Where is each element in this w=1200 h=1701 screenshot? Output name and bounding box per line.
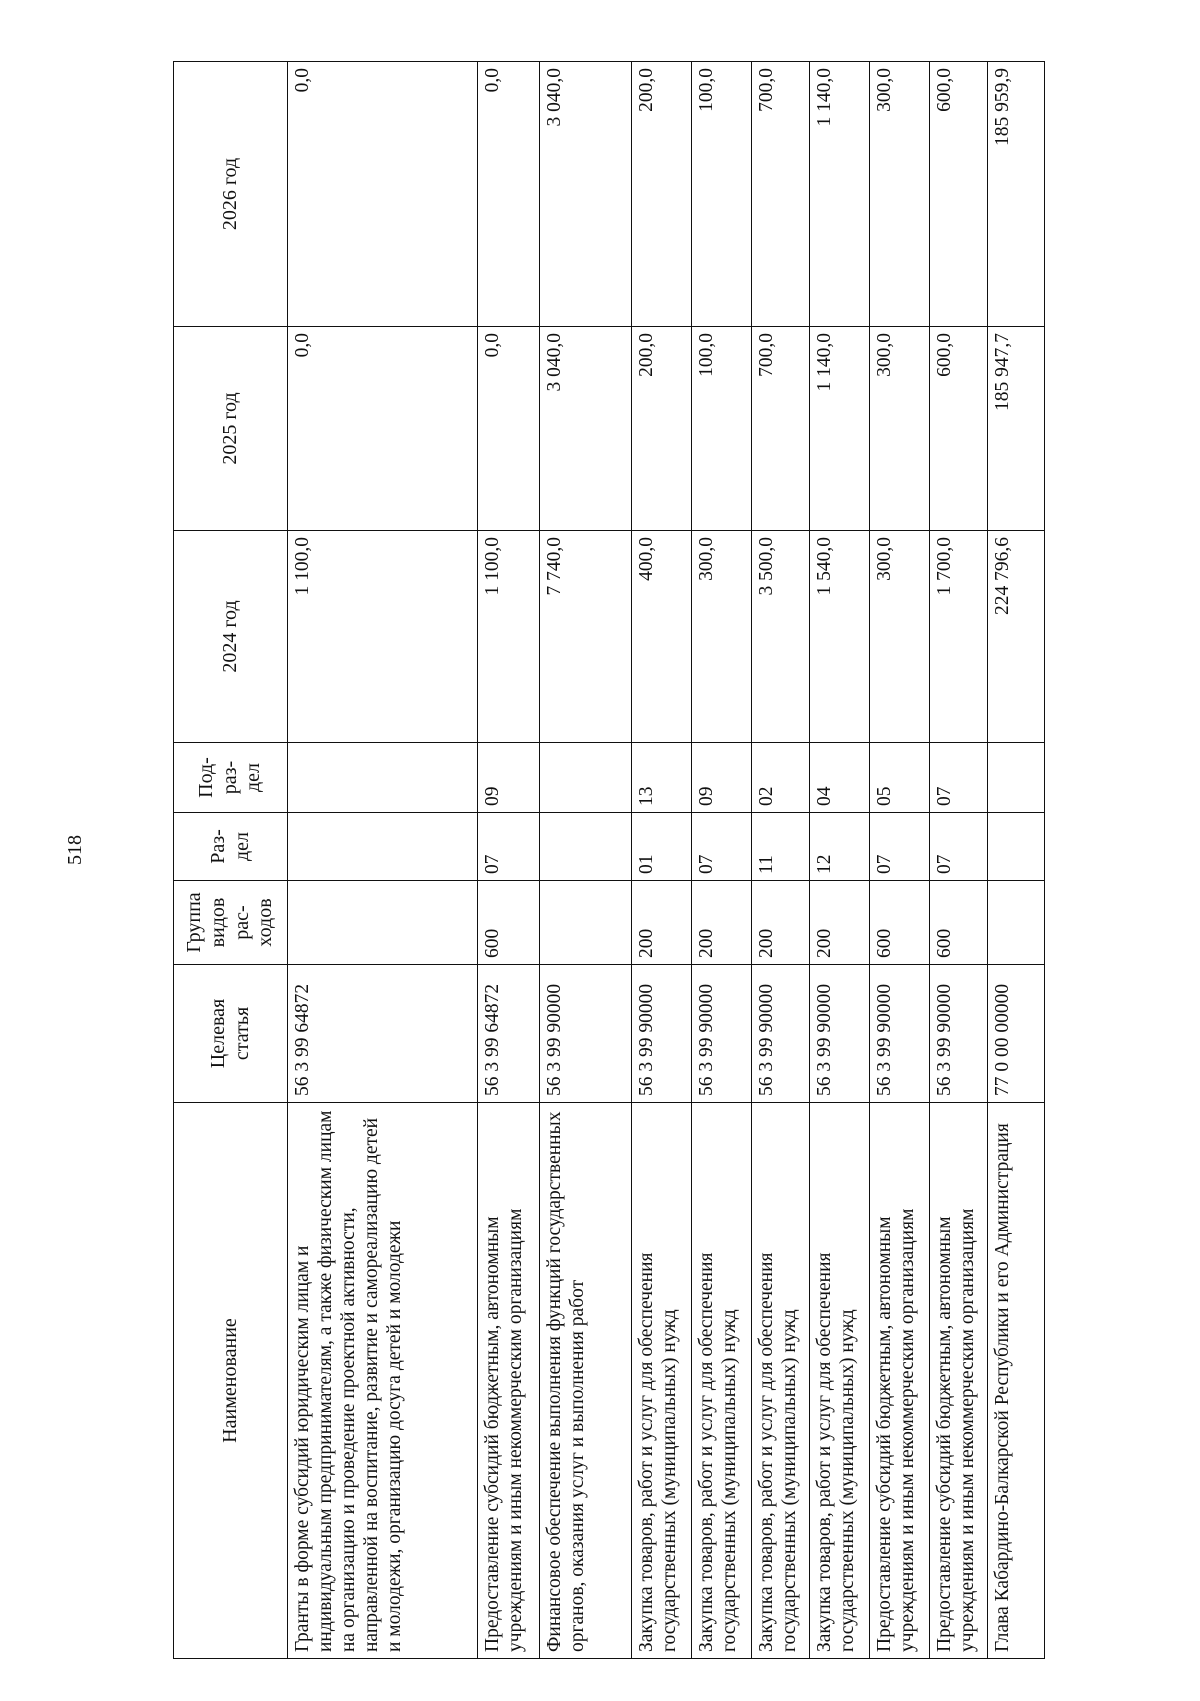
cell-section <box>540 813 632 881</box>
cell-subsection: 05 <box>870 743 930 813</box>
cell-2024: 1 100,0 <box>288 531 478 743</box>
cell-2025: 600,0 <box>930 327 988 531</box>
cell-2026: 600,0 <box>930 62 988 327</box>
cell-name: Закупка товаров, работ и услуг для обеспечения государственных (муниципальных) нужд <box>632 1103 692 1659</box>
cell-name: Глава Кабардино-Балкарской Республики и его Администрация <box>988 1103 1045 1659</box>
cell-name: Предоставление субсидий бюджетным, автономным учреждениям и иным некоммерческим организациям <box>478 1103 540 1659</box>
budget-table <box>173 61 1045 1659</box>
cell-name: Закупка товаров, работ и услуг для обеспечения государственных (муниципальных) нужд <box>692 1103 752 1659</box>
header-group: Группа видов рас-ходов <box>174 881 288 965</box>
cell-name: Гранты в форме субсидий юридическим лицам и индивидуальным предпринимателям, а также физическим лицам на организацию и проведение проектной активности, направленной на воспитание, развитие и самореализацию детей и молодежи, организацию досуга детей и молодежи <box>288 1103 478 1659</box>
cell-section: 07 <box>692 813 752 881</box>
cell-group <box>288 881 478 965</box>
cell-2025: 3 040,0 <box>540 327 632 531</box>
cell-section: 01 <box>632 813 692 881</box>
header-2025: 2025 год <box>174 327 288 531</box>
cell-2024: 400,0 <box>632 531 692 743</box>
header-section: Раз-дел <box>174 813 288 881</box>
cell-2025: 185 947,7 <box>988 327 1045 531</box>
cell-2024: 300,0 <box>692 531 752 743</box>
cell-group <box>540 881 632 965</box>
cell-group: 200 <box>752 881 810 965</box>
cell-subsection: 07 <box>930 743 988 813</box>
cell-2026: 3 040,0 <box>540 62 632 327</box>
cell-2025: 700,0 <box>752 327 810 531</box>
cell-2024: 1 700,0 <box>930 531 988 743</box>
cell-section: 11 <box>752 813 810 881</box>
cell-target: 56 3 99 90000 <box>540 965 632 1103</box>
cell-group: 600 <box>478 881 540 965</box>
cell-subsection: 04 <box>810 743 870 813</box>
cell-2024: 1 540,0 <box>810 531 870 743</box>
cell-subsection <box>288 743 478 813</box>
cell-2026: 300,0 <box>870 62 930 327</box>
cell-subsection: 09 <box>478 743 540 813</box>
cell-target: 56 3 99 64872 <box>288 965 478 1103</box>
cell-section <box>988 813 1045 881</box>
cell-2026: 700,0 <box>752 62 810 327</box>
cell-subsection: 09 <box>692 743 752 813</box>
cell-group: 200 <box>632 881 692 965</box>
cell-group: 600 <box>930 881 988 965</box>
table-row <box>692 62 752 1659</box>
cell-2026: 1 140,0 <box>810 62 870 327</box>
cell-subsection: 13 <box>632 743 692 813</box>
cell-subsection <box>540 743 632 813</box>
cell-name: Закупка товаров, работ и услуг для обеспечения государственных (муниципальных) нужд <box>810 1103 870 1659</box>
table-row <box>870 62 930 1659</box>
cell-2024: 1 100,0 <box>478 531 540 743</box>
page-number: 518 <box>64 835 86 865</box>
cell-target: 56 3 99 90000 <box>632 965 692 1103</box>
cell-2025: 300,0 <box>870 327 930 531</box>
table-row <box>988 62 1045 1659</box>
cell-section: 07 <box>478 813 540 881</box>
header-2026: 2026 год <box>174 62 288 327</box>
table-row <box>632 62 692 1659</box>
table-row <box>288 62 478 1659</box>
cell-2024: 300,0 <box>870 531 930 743</box>
cell-group <box>988 881 1045 965</box>
cell-name: Предоставление субсидий бюджетным, автономным учреждениям и иным некоммерческим организациям <box>930 1103 988 1659</box>
cell-target: 56 3 99 90000 <box>810 965 870 1103</box>
cell-target: 77 0 00 00000 <box>988 965 1045 1103</box>
cell-2026: 185 959,9 <box>988 62 1045 327</box>
table-row <box>930 62 988 1659</box>
cell-name: Финансовое обеспечение выполнения функций государственных органов, оказания услуг и выполнения работ <box>540 1103 632 1659</box>
cell-2026: 100,0 <box>692 62 752 327</box>
header-target: Целевая статья <box>174 965 288 1103</box>
cell-2025: 100,0 <box>692 327 752 531</box>
table-row <box>810 62 870 1659</box>
cell-section <box>288 813 478 881</box>
cell-subsection <box>988 743 1045 813</box>
cell-target: 56 3 99 64872 <box>478 965 540 1103</box>
cell-section: 12 <box>810 813 870 881</box>
cell-target: 56 3 99 90000 <box>692 965 752 1103</box>
table-header-row <box>174 62 288 1659</box>
cell-group: 200 <box>810 881 870 965</box>
cell-subsection: 02 <box>752 743 810 813</box>
cell-2025: 1 140,0 <box>810 327 870 531</box>
cell-2025: 0,0 <box>288 327 478 531</box>
cell-target: 56 3 99 90000 <box>870 965 930 1103</box>
cell-2026: 200,0 <box>632 62 692 327</box>
cell-2025: 0,0 <box>478 327 540 531</box>
cell-section: 07 <box>930 813 988 881</box>
cell-name: Предоставление субсидий бюджетным, автономным учреждениям и иным некоммерческим организациям <box>870 1103 930 1659</box>
cell-2024: 7 740,0 <box>540 531 632 743</box>
cell-2024: 3 500,0 <box>752 531 810 743</box>
header-name: Наименование <box>174 1103 288 1659</box>
cell-2026: 0,0 <box>478 62 540 327</box>
header-subsection: Под-раз-дел <box>174 743 288 813</box>
cell-2025: 200,0 <box>632 327 692 531</box>
header-2024: 2024 год <box>174 531 288 743</box>
budget-table-wrapper <box>173 62 1030 1659</box>
cell-section: 07 <box>870 813 930 881</box>
cell-2026: 0,0 <box>288 62 478 327</box>
table-row <box>478 62 540 1659</box>
cell-group: 200 <box>692 881 752 965</box>
cell-group: 600 <box>870 881 930 965</box>
cell-name: Закупка товаров, работ и услуг для обеспечения государственных (муниципальных) нужд <box>752 1103 810 1659</box>
table-row <box>540 62 632 1659</box>
cell-target: 56 3 99 90000 <box>752 965 810 1103</box>
cell-target: 56 3 99 90000 <box>930 965 988 1103</box>
table-row <box>752 62 810 1659</box>
cell-2024: 224 796,6 <box>988 531 1045 743</box>
